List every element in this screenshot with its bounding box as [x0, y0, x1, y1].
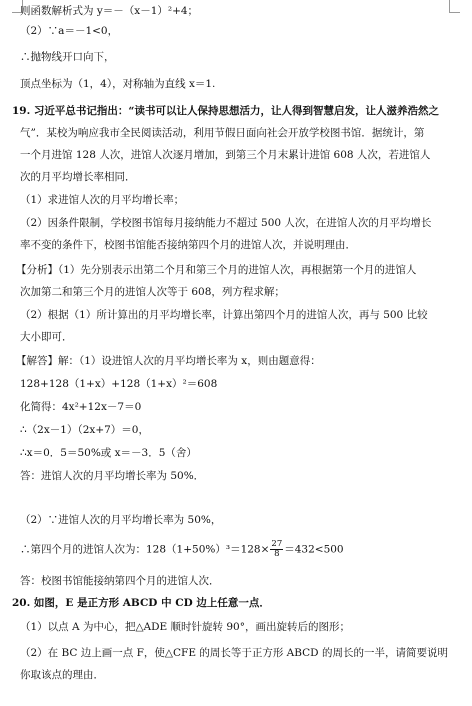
text-line: 大小即可．	[20, 331, 73, 343]
fraction-numerator: 27	[271, 539, 283, 549]
text-line: 化简得：4x²+12x－7＝0	[20, 401, 142, 413]
text-line: 答：校图书馆能接纳第四个月的进馆人次．	[20, 575, 220, 587]
text-line: 气”．某校为响应我市全民阅读活动，利用节假日面向社会开放学校图书馆．据统计，第	[20, 127, 425, 139]
fraction	[270, 540, 283, 559]
text-line: ∴抛物线开口向下，	[20, 51, 115, 63]
text-line: ∴（2x－1）（2x+7）＝0，	[20, 424, 149, 436]
fraction-line	[20, 540, 344, 559]
text-line: 次加第二和第三个月的进馆人次等于 608，列方程求解；	[20, 286, 285, 298]
text-line: 128+128（1+x）+128（1+x）²＝608	[20, 378, 218, 390]
text-line: （2）在 BC 边上画一点 F，使△CFE 的周长等于正方形 ABCD 的周长的一半，请简要说明	[20, 647, 448, 659]
text-line: （1）求进馆人次的月平均增长率；	[20, 194, 185, 206]
text-line: 率不变的条件下，校图书馆能否接纳第四个月的进馆人次，并说明理由．	[20, 239, 356, 251]
text-line: （2）因条件限制，学校图书馆每月接纳能力不超过 500 人次，在进馆人次的月平均增长	[20, 217, 432, 229]
text-line: 20. 如图，E 是正方形 ABCD 中 CD 边上任意一点．	[12, 597, 270, 609]
fraction-denominator: 8	[274, 549, 280, 559]
fraction-line-after: ＝432<500	[284, 543, 344, 556]
fraction-line-before: ∴第四个月的进馆人次为：128（1+50%）³＝128×	[20, 543, 270, 556]
text-line: 【分析】（1）先分别表示出第二个月和第三个月的进馆人次，再根据第一个月的进馆人	[16, 264, 417, 276]
text-line: 次的月平均增长率相同．	[20, 171, 136, 183]
text-line: 【解答】解：（1）设进馆人次的月平均增长率为 x，则由题意得：	[16, 355, 321, 367]
text-line: （2）∵a＝－1<0，	[20, 25, 119, 37]
text-line: 一个月进馆 128 人次，进馆人次逐月增加，到第三个月末累计进馆 608 人次，若进馆人	[20, 149, 431, 161]
text-line: （1）以点 A 为中心，把△ADE 顺时针旋转 90°，画出旋转后的图形；	[20, 621, 350, 633]
text-line: 答：进馆人次的月平均增长率为 50%．	[20, 470, 205, 482]
text-line: 则函数解析式为 y＝－（x－1）²+4；	[20, 5, 199, 17]
text-line: （2）∵进馆人次的月平均增长率为 50%，	[20, 514, 222, 526]
text-line: ∴x＝0．5＝50%或 x＝－3．5（舍）	[20, 447, 197, 459]
text-line: 19. 习近平总书记指出：“读书可以让人保持思想活力，让人得到智慧启发，让人滋养浩然之	[12, 105, 439, 117]
text-line: 顶点坐标为（1，4），对称轴为直线 x＝1.	[20, 78, 216, 90]
text-line: 你取该点的理由．	[20, 669, 104, 681]
page-corner-mark-right	[449, 0, 460, 13]
text-line: （2）根据（1）所计算出的月平均增长率，计算出第四个月的进馆人次，再与 500 比较	[20, 309, 428, 321]
